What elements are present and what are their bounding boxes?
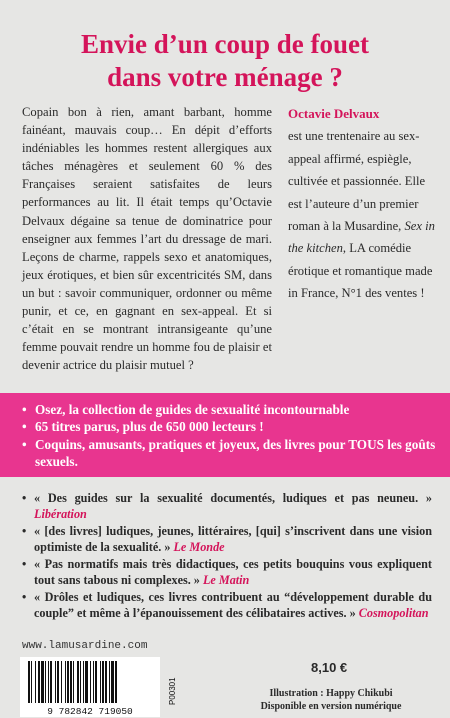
collection-list	[22, 401, 442, 471]
barcode-bar	[67, 661, 69, 703]
barcode-bar	[57, 661, 59, 703]
bullet-icon: •	[22, 491, 27, 505]
barcode-bar	[100, 661, 101, 703]
bullet-icon: •	[22, 557, 27, 571]
barcode-bar	[111, 661, 114, 703]
bullet-icon: •	[22, 436, 27, 452]
barcode-bar	[65, 661, 66, 703]
collection-item: • Osez, la collection de guides de sexualité incontournable	[22, 402, 350, 417]
headline-line-2: dans votre ménage ?	[107, 62, 343, 92]
headline-line-1: Envie d’un coup de fouet	[80, 29, 370, 59]
barcode	[20, 657, 190, 717]
product-code: P00301	[168, 677, 177, 705]
barcode-bar	[93, 661, 94, 703]
press-quote: • « Des guides sur la sexualité documentés, ludiques et pas neuneu. » Libération	[22, 491, 432, 521]
barcode-bar	[55, 661, 56, 703]
barcode-bar	[105, 661, 107, 703]
website-link[interactable]: www.lamusardine.com	[22, 640, 148, 652]
book-title: Sex in the kitchen	[288, 219, 435, 256]
price: 8,10 €	[311, 660, 348, 675]
isbn-digits: 9 782842 719050	[47, 706, 133, 717]
quote-source: Le Matin	[202, 572, 250, 587]
bullet-icon: •	[22, 419, 27, 435]
book-blurb: Copain bon à rien, amant barbant, homme fainéant, mauvais coup… En dépit d’efforts indéniables les hommes restent allergiques aux tâches ménagères et seulement 60 % des Françaises seraient satisfaites de leurs performances au lit. Il était temps qu’Octavie Delvaux dégaine sa tenue de dominatrice pour enseigner aux femmes l’art du dressage de mari. Leçons de charme, rappels sexo et anatomiques, jeux érotiques, et bien sûr excentricités SM, dans un but : savoir communiquer, ordonner ou même punir, et ce, en gagnant en sex-appeal. Et si c’était en se montrant intransigeante qu’une femme pouvait rendre un homme fou de plaisir et devenir actrice du plaisir mutuel ?	[22, 105, 272, 373]
quote-source: Cosmopolitan	[358, 605, 429, 620]
author-bio-text-end: , LA comédie érotique et romantique made in France, N°1 des ventes !	[288, 241, 433, 301]
barcode-bar	[70, 661, 72, 703]
author-bio-text: est une trentenaire au sex-appeal affirmé, espiègle, cultivée et passionnée. Elle est l’auteure d’un premier roman à la Musardine,	[288, 129, 426, 234]
press-quote: • « Drôles et ludiques, ces livres contribuent au “développement durable du couple” et même à l’épanouissement des célibataires actives. » Cosmopolitan	[22, 590, 432, 620]
collection-item: • Coquins, amusants, pratiques et joyeux, des livres pour TOUS les goûts sexuels.	[22, 436, 436, 470]
press-quote: • « [des livres] ludiques, jeunes, littéraires, [qui] s’inscrivent dans une vision optimiste de la sexualité. » Le Monde	[22, 524, 432, 554]
bullet-icon: •	[22, 524, 27, 538]
barcode-bar	[48, 661, 49, 703]
barcode-bar	[85, 661, 88, 703]
barcode-bar	[90, 661, 91, 703]
barcode-bar	[31, 661, 32, 703]
barcode-bar	[41, 661, 44, 703]
author-bio	[288, 103, 438, 305]
barcode-bar	[77, 661, 79, 703]
bullet-icon: •	[22, 402, 27, 417]
credits	[226, 687, 436, 713]
digital-availability: Disponible en version numérique	[260, 701, 402, 712]
barcode-bar	[80, 661, 81, 703]
bullet-icon: •	[22, 590, 27, 604]
press-quote: • « Pas normatifs mais très didactiques, ces petits bouquins vous expliquent tout sans tabous ni complexes. » Le Matin	[22, 557, 432, 587]
barcode-bar	[115, 661, 117, 703]
illustration-credit: Illustration : Happy Chikubi	[269, 688, 393, 699]
barcode-bar	[109, 661, 110, 703]
barcode-bar	[73, 661, 74, 703]
barcode-bar	[83, 661, 84, 703]
barcode-bar	[50, 661, 52, 703]
press-quotes	[22, 491, 432, 623]
barcode-bar	[95, 661, 97, 703]
quote-source: Le Monde	[173, 539, 225, 554]
barcode-bar	[61, 661, 62, 703]
barcode-bar	[102, 661, 104, 703]
barcode-bar	[28, 661, 30, 703]
barcode-bar	[35, 661, 36, 703]
author-name: Octavie Delvaux	[288, 106, 380, 121]
collection-item: • 65 titres parus, plus de 650 000 lecteurs !	[22, 419, 264, 435]
barcode-bar	[38, 661, 40, 703]
headline	[0, 28, 450, 94]
quote-source: Libération	[34, 506, 87, 521]
barcode-bar	[45, 661, 46, 703]
